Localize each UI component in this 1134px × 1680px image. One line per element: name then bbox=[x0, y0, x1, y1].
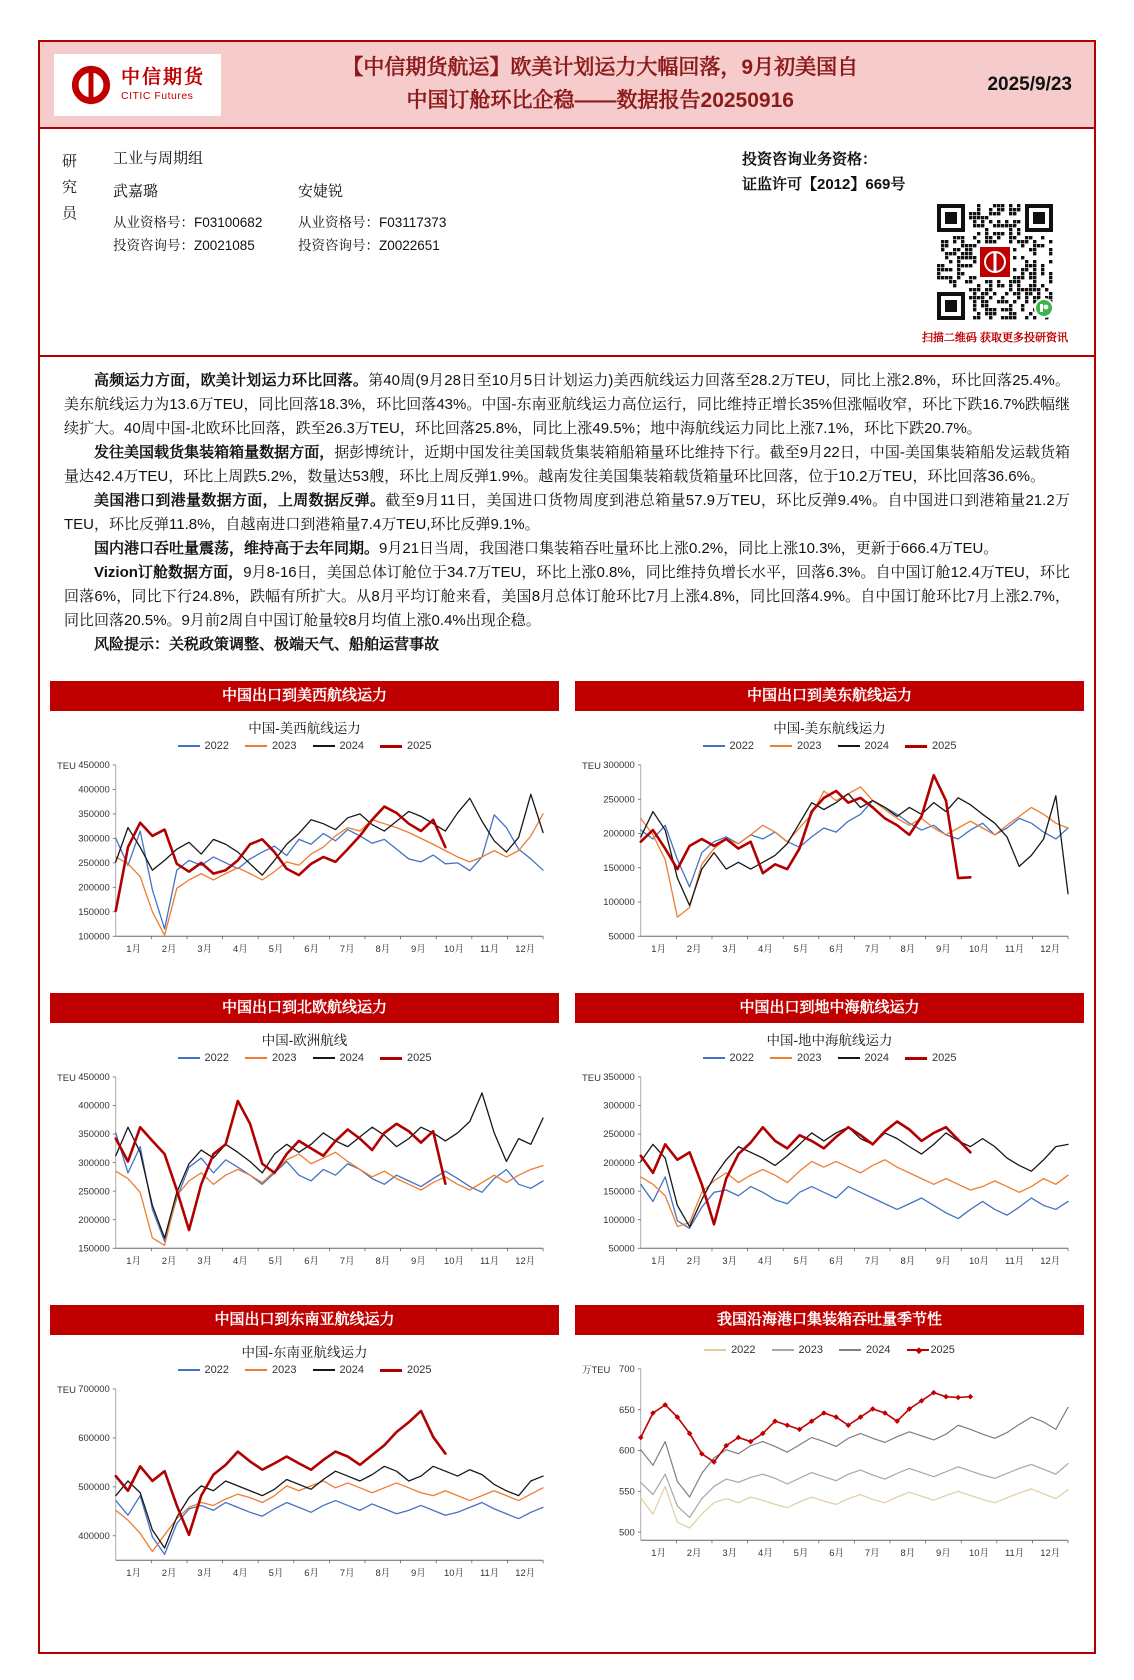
svg-text:100000: 100000 bbox=[603, 897, 635, 909]
legend-item bbox=[838, 740, 889, 752]
svg-text:2月: 2月 bbox=[161, 1568, 177, 1580]
qr-code bbox=[936, 203, 1054, 321]
legend-item bbox=[245, 740, 296, 752]
svg-text:11月: 11月 bbox=[1004, 1548, 1025, 1560]
legend-label: 2023 bbox=[798, 1344, 824, 1357]
qr-code-block bbox=[922, 203, 1072, 345]
chart-panel-4 bbox=[575, 993, 1084, 1279]
legend-item bbox=[770, 740, 821, 752]
svg-text:6月: 6月 bbox=[304, 944, 319, 956]
chart-legend bbox=[52, 737, 557, 755]
diamond-marker-icon: ◆ bbox=[915, 1344, 923, 1355]
legend-item bbox=[313, 1052, 364, 1064]
report-title-line1: 【中信期货航运】欧美计划运力大幅回落，9月初美国自 bbox=[342, 56, 859, 79]
svg-text:11月: 11月 bbox=[1004, 944, 1025, 956]
qualification-label: 投资咨询业务资格： bbox=[742, 151, 878, 169]
chart-panel-2 bbox=[575, 681, 1084, 967]
svg-text:3月: 3月 bbox=[197, 944, 213, 956]
svg-text:1月: 1月 bbox=[126, 944, 141, 956]
svg-text:7月: 7月 bbox=[339, 1256, 355, 1268]
svg-text:150000: 150000 bbox=[603, 863, 635, 875]
svg-text:12月: 12月 bbox=[1040, 1548, 1061, 1560]
legend-item bbox=[839, 1344, 890, 1356]
svg-text:5月: 5月 bbox=[793, 1548, 809, 1560]
researcher-name: 武嘉璐 bbox=[113, 183, 159, 201]
svg-text:2月: 2月 bbox=[161, 1256, 177, 1268]
svg-text:1月: 1月 bbox=[126, 1568, 141, 1580]
svg-text:300000: 300000 bbox=[603, 1100, 635, 1112]
svg-text:4月: 4月 bbox=[758, 1256, 773, 1268]
legend-item bbox=[178, 1052, 229, 1064]
svg-text:400000: 400000 bbox=[78, 1100, 110, 1112]
legend-label: 2024 bbox=[339, 1052, 364, 1065]
chart-title: 中国-地中海航线运力 bbox=[766, 1033, 893, 1049]
svg-text:300000: 300000 bbox=[78, 833, 110, 845]
paragraph: Vizion订舱数据方面，9月8-16日，美国总体订舱位于34.7万TEU，环比上涨0.8%，同比维持负增长水平，回落6.3%。自中国订舱12.4万TEU，环比回落6%，同比下行24.8%，跌幅有所扩大。从8月平均订舱来看，美国8月总体订舱环比7月上涨4.8%，同比回落4.9%。自中国订舱环比7月上涨2.7%，同比回落20.5%。9月前2周自中国订舱量较8月均值上涨0.4%出现企稳。 bbox=[64, 564, 1070, 630]
svg-text:4月: 4月 bbox=[758, 1548, 773, 1560]
svg-text:150000: 150000 bbox=[78, 907, 110, 919]
report-date: 2025/9/23 bbox=[987, 73, 1072, 95]
svg-text:6月: 6月 bbox=[829, 944, 844, 956]
legend-item bbox=[245, 1364, 296, 1376]
qualification-block bbox=[742, 147, 1072, 345]
svg-text:7月: 7月 bbox=[864, 1256, 880, 1268]
svg-text:7月: 7月 bbox=[864, 944, 880, 956]
svg-text:9月: 9月 bbox=[936, 944, 951, 956]
svg-text:600: 600 bbox=[619, 1446, 635, 1458]
legend-label: 2022 bbox=[204, 740, 230, 753]
line-chart bbox=[577, 1067, 1082, 1272]
svg-text:200000: 200000 bbox=[78, 882, 110, 894]
svg-text:1月: 1月 bbox=[651, 1548, 666, 1560]
svg-text:250000: 250000 bbox=[78, 858, 110, 870]
svg-text:250000: 250000 bbox=[78, 1186, 110, 1198]
legend-label: 2025 bbox=[931, 740, 957, 753]
legend-item bbox=[178, 1364, 229, 1376]
svg-text:6月: 6月 bbox=[304, 1568, 319, 1580]
svg-text:300000: 300000 bbox=[78, 1158, 110, 1170]
paragraph: 风险提示：关税政策调整、极端天气、船舶运营事故 bbox=[94, 636, 440, 654]
paragraph: 发往美国载货集装箱箱量数据方面，据彭博统计，近期中国发往美国载货集装箱船箱量环比维持下行。截至9月22日，中国-美国集装箱船发运载货箱量达42.4万TEU，环比上周跌5.2%，数量达53艘，环比上周反弹1.9%。越南发往美国集装箱载货箱量环比回落，位于10.2万TEU，环比回落36.6%。 bbox=[64, 444, 1070, 486]
svg-text:200000: 200000 bbox=[603, 828, 635, 840]
svg-text:300000: 300000 bbox=[603, 760, 635, 772]
researcher-1 bbox=[113, 180, 298, 257]
svg-text:5月: 5月 bbox=[793, 1256, 809, 1268]
svg-text:500000: 500000 bbox=[78, 1482, 110, 1494]
svg-text:11月: 11月 bbox=[1004, 1256, 1025, 1268]
svg-text:4月: 4月 bbox=[233, 944, 248, 956]
svg-text:5月: 5月 bbox=[268, 1256, 284, 1268]
svg-text:10月: 10月 bbox=[444, 1568, 465, 1580]
legend-item bbox=[905, 740, 956, 752]
legend-item bbox=[380, 1052, 431, 1064]
paragraph: 美国港口到港量数据方面，上周数据反弹。截至9月11日，美国进口货物周度到港总箱量57.9万TEU，环比反弹9.4%。自中国进口到港箱量21.2万TEU，环比反弹11.8%，自越南进口到港箱量7.4万TEU,环比反弹9.1%。 bbox=[64, 492, 1070, 534]
svg-text:8月: 8月 bbox=[900, 1548, 916, 1560]
chart-panel-title: 中国出口到美东航线运力 bbox=[575, 681, 1084, 711]
chart-panel-6 bbox=[575, 1305, 1084, 1591]
report-body bbox=[40, 357, 1094, 675]
svg-text:8月: 8月 bbox=[375, 1568, 391, 1580]
svg-text:TEU: TEU bbox=[581, 761, 601, 773]
legend-item bbox=[313, 1364, 364, 1376]
researcher-advisory: 投资咨询号：Z0022651 bbox=[298, 238, 440, 254]
legend-item bbox=[905, 1052, 956, 1064]
svg-text:200000: 200000 bbox=[603, 1158, 635, 1170]
svg-text:9月: 9月 bbox=[411, 944, 426, 956]
chart-legend bbox=[577, 1341, 1082, 1359]
legend-label: 2024 bbox=[866, 1344, 891, 1357]
researcher-advisory: 投资咨询号：Z0021085 bbox=[113, 238, 255, 254]
researcher-cert: 从业资格号：F03100682 bbox=[113, 215, 263, 231]
svg-text:250000: 250000 bbox=[603, 1129, 635, 1141]
legend-item bbox=[703, 1052, 754, 1064]
legend-label: 2022 bbox=[731, 1344, 756, 1357]
svg-text:10月: 10月 bbox=[969, 1256, 990, 1268]
chart-panel-title: 中国出口到北欧航线运力 bbox=[50, 993, 559, 1023]
legend-label: 2024 bbox=[864, 1052, 889, 1065]
svg-text:TEU: TEU bbox=[56, 1073, 76, 1085]
svg-text:600000: 600000 bbox=[78, 1433, 110, 1445]
svg-text:11月: 11月 bbox=[479, 1256, 500, 1268]
legend-label: 2023 bbox=[272, 1052, 297, 1065]
line-chart bbox=[52, 1379, 557, 1584]
svg-text:2月: 2月 bbox=[161, 944, 177, 956]
research-group: 工业与周期组 bbox=[113, 150, 204, 168]
svg-text:3月: 3月 bbox=[722, 1548, 738, 1560]
svg-text:350000: 350000 bbox=[78, 809, 110, 821]
line-chart bbox=[577, 755, 1082, 960]
line-chart bbox=[52, 1067, 557, 1272]
chart-title: 中国-欧洲航线 bbox=[261, 1033, 348, 1049]
report-title-line2: 中国订舱环比企稳——数据报告20250916 bbox=[406, 88, 794, 112]
chart-title: 中国-美西航线运力 bbox=[248, 721, 361, 737]
svg-text:12月: 12月 bbox=[1040, 944, 1061, 956]
researcher-role-label bbox=[62, 149, 77, 345]
svg-text:10月: 10月 bbox=[969, 1548, 990, 1560]
chart-legend bbox=[577, 737, 1082, 755]
qr-caption: 扫描二维码 获取更多投研资讯 bbox=[921, 332, 1068, 345]
svg-text:3月: 3月 bbox=[197, 1256, 213, 1268]
svg-text:450000: 450000 bbox=[78, 1072, 110, 1084]
svg-text:11月: 11月 bbox=[479, 944, 500, 956]
svg-text:550: 550 bbox=[619, 1486, 635, 1498]
svg-text:1月: 1月 bbox=[651, 1256, 666, 1268]
svg-text:150000: 150000 bbox=[603, 1186, 635, 1198]
svg-text:9月: 9月 bbox=[936, 1256, 951, 1268]
svg-text:1月: 1月 bbox=[126, 1256, 141, 1268]
svg-text:4月: 4月 bbox=[233, 1256, 248, 1268]
svg-text:10月: 10月 bbox=[969, 944, 990, 956]
legend-label: 2025 bbox=[930, 1344, 955, 1357]
researcher-section bbox=[40, 129, 1094, 355]
svg-text:万TEU: 万TEU bbox=[581, 1365, 611, 1377]
legend-item bbox=[178, 740, 229, 752]
chart-legend bbox=[52, 1361, 557, 1379]
legend-label: 2024 bbox=[339, 1364, 364, 1377]
svg-text:12月: 12月 bbox=[515, 1256, 536, 1268]
svg-text:7月: 7月 bbox=[339, 944, 355, 956]
svg-text:12月: 12月 bbox=[515, 1568, 536, 1580]
svg-text:700: 700 bbox=[619, 1364, 635, 1376]
chart-panel-title: 中国出口到美西航线运力 bbox=[50, 681, 559, 711]
role-char: 员 bbox=[62, 205, 78, 223]
svg-text:TEU: TEU bbox=[581, 1073, 601, 1085]
svg-text:6月: 6月 bbox=[829, 1256, 844, 1268]
chart-title: 中国-东南亚航线运力 bbox=[241, 1345, 368, 1361]
svg-text:1月: 1月 bbox=[651, 944, 666, 956]
chart-panel-title: 中国出口到东南亚航线运力 bbox=[50, 1305, 559, 1335]
legend-item bbox=[380, 1364, 431, 1376]
legend-label: 2023 bbox=[272, 1364, 297, 1377]
line-chart bbox=[577, 1359, 1082, 1564]
svg-text:350000: 350000 bbox=[78, 1129, 110, 1141]
report-title bbox=[235, 52, 965, 117]
legend-label: 2023 bbox=[272, 740, 297, 753]
svg-text:700000: 700000 bbox=[78, 1384, 110, 1396]
svg-text:100000: 100000 bbox=[603, 1215, 635, 1227]
qualification-number: 证监许可【2012】669号 bbox=[742, 176, 906, 194]
paragraph: 高频运力方面，欧美计划运力环比回落。第40周(9月28日至10月5日计划运力)美西航线运力回落至28.2万TEU，同比上涨2.8%，环比回落25.4%。美东航线运力为13.6万TEU，同比回落18.3%，环比回落43%。中国-东南亚航线运力高位运行，同比维持正增长35%但涨幅收窄，环比下跌16.7%跌幅继续扩大。40周中国-北欧环比回落，跌至26.3万TEU，环比回落25.8%，同比上涨49.5%；地中海航线运力同比上涨7.1%，环比下跌20.7%。 bbox=[64, 372, 1070, 438]
legend-label: 2025 bbox=[931, 1052, 957, 1065]
researcher-name: 安婕锐 bbox=[298, 183, 344, 201]
svg-text:2月: 2月 bbox=[686, 944, 702, 956]
chart-panel-title: 我国沿海港口集装箱吞吐量季节性 bbox=[575, 1305, 1084, 1335]
svg-text:50000: 50000 bbox=[608, 931, 635, 943]
svg-text:8月: 8月 bbox=[375, 1256, 391, 1268]
chart-panel-3 bbox=[50, 993, 559, 1279]
legend-label: 2024 bbox=[864, 740, 889, 753]
brand-name-cn: 中信期货 bbox=[121, 67, 206, 89]
svg-text:400000: 400000 bbox=[78, 1531, 110, 1543]
svg-text:50000: 50000 bbox=[608, 1243, 635, 1255]
svg-text:8月: 8月 bbox=[900, 1256, 916, 1268]
svg-text:5月: 5月 bbox=[793, 944, 809, 956]
svg-text:8月: 8月 bbox=[900, 944, 916, 956]
legend-item bbox=[313, 740, 364, 752]
legend-item bbox=[703, 740, 754, 752]
svg-text:2月: 2月 bbox=[686, 1548, 702, 1560]
svg-text:100000: 100000 bbox=[78, 931, 110, 943]
svg-text:5月: 5月 bbox=[268, 944, 284, 956]
researcher-details bbox=[113, 147, 483, 345]
svg-text:400000: 400000 bbox=[78, 784, 110, 796]
svg-text:3月: 3月 bbox=[722, 1256, 738, 1268]
line-chart bbox=[52, 755, 557, 960]
brand-name-en: CITIC Futures bbox=[121, 89, 194, 102]
report-frame bbox=[38, 40, 1096, 1654]
legend-label: 2022 bbox=[204, 1052, 230, 1065]
svg-text:350000: 350000 bbox=[603, 1072, 635, 1084]
researcher-2 bbox=[298, 180, 483, 257]
legend-item bbox=[704, 1344, 755, 1356]
svg-text:9月: 9月 bbox=[936, 1548, 951, 1560]
svg-text:5月: 5月 bbox=[268, 1568, 284, 1580]
svg-text:200000: 200000 bbox=[78, 1215, 110, 1227]
chart-legend bbox=[52, 1049, 557, 1067]
legend-label: 2024 bbox=[339, 740, 364, 753]
legend-label: 2023 bbox=[797, 740, 822, 753]
report-header bbox=[40, 42, 1094, 129]
legend-label: 2025 bbox=[406, 1052, 432, 1065]
svg-text:250000: 250000 bbox=[603, 794, 635, 806]
svg-text:650: 650 bbox=[619, 1405, 635, 1417]
svg-text:10月: 10月 bbox=[444, 1256, 465, 1268]
legend-label: 2022 bbox=[204, 1364, 230, 1377]
svg-text:3月: 3月 bbox=[722, 944, 738, 956]
svg-text:3月: 3月 bbox=[197, 1568, 213, 1580]
role-char: 研 bbox=[62, 153, 78, 171]
chart-panel-1 bbox=[50, 681, 559, 967]
svg-text:10月: 10月 bbox=[444, 944, 465, 956]
chart-panel-title: 中国出口到地中海航线运力 bbox=[575, 993, 1084, 1023]
legend-label: 2025 bbox=[406, 740, 432, 753]
legend-item bbox=[907, 1344, 955, 1356]
legend-item bbox=[770, 1052, 821, 1064]
svg-text:9月: 9月 bbox=[411, 1256, 426, 1268]
svg-text:7月: 7月 bbox=[864, 1548, 880, 1560]
svg-text:2月: 2月 bbox=[686, 1256, 702, 1268]
legend-label: 2022 bbox=[729, 1052, 755, 1065]
svg-text:6月: 6月 bbox=[304, 1256, 319, 1268]
legend-item bbox=[838, 1052, 889, 1064]
legend-label: 2023 bbox=[797, 1052, 822, 1065]
legend-item bbox=[245, 1052, 296, 1064]
svg-text:9月: 9月 bbox=[411, 1568, 426, 1580]
charts-grid bbox=[40, 675, 1094, 1652]
svg-text:450000: 450000 bbox=[78, 760, 110, 772]
citic-logo-icon bbox=[70, 64, 112, 106]
svg-text:150000: 150000 bbox=[78, 1243, 110, 1255]
svg-text:12月: 12月 bbox=[515, 944, 536, 956]
svg-text:6月: 6月 bbox=[829, 1548, 844, 1560]
svg-text:500: 500 bbox=[619, 1527, 635, 1539]
svg-text:4月: 4月 bbox=[233, 1568, 248, 1580]
legend-item bbox=[380, 740, 431, 752]
svg-text:TEU: TEU bbox=[56, 1385, 76, 1397]
svg-text:11月: 11月 bbox=[479, 1568, 500, 1580]
legend-label: 2022 bbox=[729, 740, 755, 753]
role-char: 究 bbox=[62, 179, 78, 197]
svg-text:TEU: TEU bbox=[56, 761, 76, 773]
svg-text:12月: 12月 bbox=[1040, 1256, 1061, 1268]
svg-text:4月: 4月 bbox=[758, 944, 773, 956]
citic-logo bbox=[54, 54, 221, 116]
svg-text:8月: 8月 bbox=[375, 944, 391, 956]
chart-title: 中国-美东航线运力 bbox=[773, 721, 886, 737]
svg-text:7月: 7月 bbox=[339, 1568, 355, 1580]
chart-panel-5 bbox=[50, 1305, 559, 1591]
legend-label: 2025 bbox=[406, 1364, 432, 1377]
paragraph: 国内港口吞吐量震荡，维持高于去年同期。9月21日当周，我国港口集装箱吞吐量环比上涨0.2%，同比上涨10.3%，更新于666.4万TEU。 bbox=[94, 540, 999, 558]
researcher-cert: 从业资格号：F03117373 bbox=[298, 215, 447, 231]
legend-item bbox=[772, 1344, 823, 1356]
chart-legend bbox=[577, 1049, 1082, 1067]
